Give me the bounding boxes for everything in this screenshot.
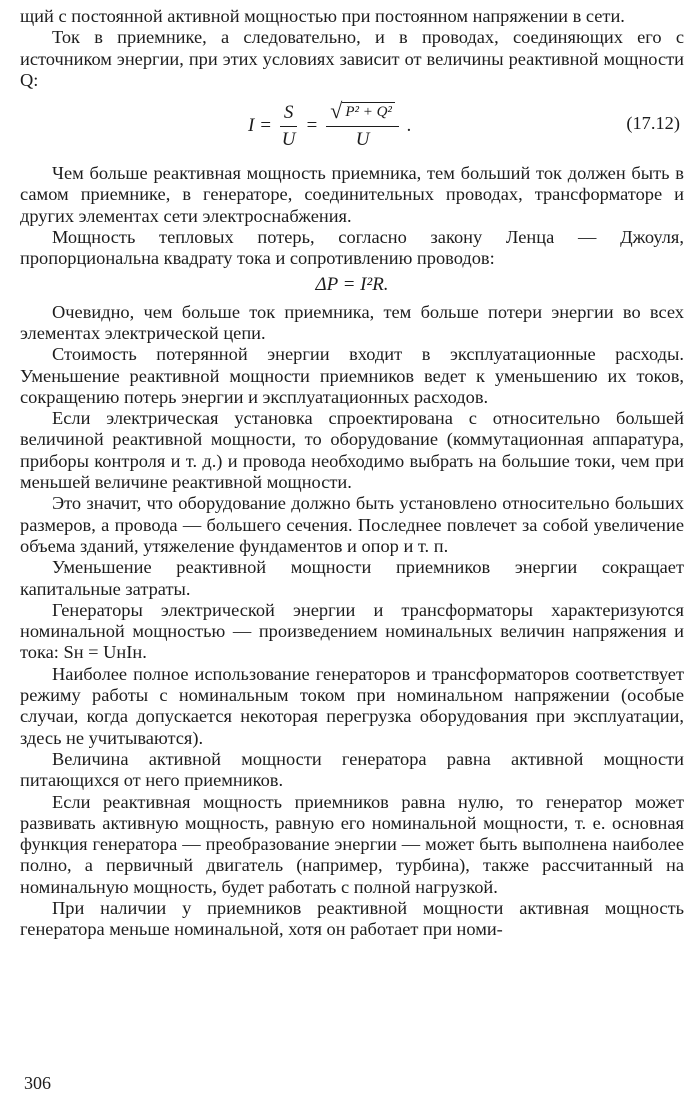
formula-current-expression bbox=[248, 98, 412, 151]
paragraph-0: щий с постоянной активной мощностью при постоянном напряжении в сети. bbox=[20, 6, 625, 26]
paragraph-1: Ток в приемнике, а следовательно, и в проводах, соединяющих его с источником энергии, при этих условиях зависит от величины реактивной мощности Q: bbox=[20, 27, 684, 90]
formula-equals: = bbox=[305, 115, 319, 137]
formula-lhs: I = bbox=[248, 115, 272, 137]
fraction-numerator: S bbox=[280, 102, 298, 127]
fraction-denominator: U bbox=[281, 128, 296, 150]
paragraph-3: Мощность тепловых потерь, согласно закону Ленца — Джоуля, пропорциональна квадрату тока и сопротивлению проводов: bbox=[20, 227, 684, 269]
formula-period: . bbox=[406, 115, 412, 137]
paragraph-11: Величина активной мощности генератора равна активной мощности питающихся от него приемников. bbox=[20, 748, 684, 791]
paragraph-4: Очевидно, чем больше ток приемника, тем больше потери энергии во всех элементах электрической цепи. bbox=[20, 301, 684, 343]
page-number: 306 bbox=[24, 1073, 51, 1093]
paragraph-10: Наиболее полное использование генераторов и трансформаторов соответствует режиму работы с номинальным током при номинальном напряжении (особые случаи, когда допускается некоторая перегрузка оборудования при эксплуатации, здесь не учитываются). bbox=[20, 663, 684, 748]
formula-power-loss: ΔP = I²R. bbox=[315, 273, 389, 295]
fraction-numerator-sqrt bbox=[326, 98, 399, 127]
radical-sign: √ bbox=[330, 98, 343, 124]
fraction-sqrt-over-u bbox=[326, 98, 399, 151]
fraction-s-over-u bbox=[280, 102, 298, 151]
paragraph-2: Чем больше реактивная мощность приемника, тем больший ток должен быть в самом приемнике, в генераторе, соединительных проводах, трансформаторе и других элементах сети электроснабжения. bbox=[20, 163, 684, 226]
paragraph-7: Это значит, что оборудование должно быть установлено относительно больших размеров, а провода — большего сечения. Последнее повлечет за собой увеличение объема зданий, утяжеление фундаментов и опор и т. п. bbox=[20, 493, 684, 556]
paragraph-6: Если электрическая установка спроектирована с относительно большей величиной реактивной мощности, то оборудование (коммутационная аппаратура, приборы контроля и т. д.) и провода необходимо выбрать на большие токи, чем при меньшей величине реактивной мощности. bbox=[20, 408, 684, 493]
radicand: P² + Q² bbox=[342, 102, 395, 121]
paragraph-13: При наличии у приемников реактивной мощности активная мощность генератора меньше номинальной, хотя он работает при номи- bbox=[20, 897, 684, 940]
square-root bbox=[330, 98, 395, 124]
formula-current bbox=[20, 97, 684, 159]
equation-number: (17.12) bbox=[626, 113, 680, 134]
paragraph-9: Генераторы электрической энергии и трансформаторы характеризуются номинальной мощностью — произведением номинальных величин напряжения и тока: Sн = UнIн. bbox=[20, 599, 684, 663]
fraction-denominator-2: U bbox=[355, 129, 370, 151]
paragraph-5: Стоимость потерянной энергии входит в эксплуатационные расходы. Уменьшение реактивной мощности приемников ведет к уменьшению их токов, сокращению потерь энергии и эксплуатационных расходов. bbox=[20, 344, 684, 407]
page-body bbox=[20, 6, 684, 941]
paragraph-12: Если реактивная мощность приемников равна нулю, то генератор может развивать активную мощность, равную его номинальной мощности, т. е. основная функция генератора — преобразование энергии — может быть выполнена наиболее полно, а первичный двигатель (например, турбина), также рассчитанный на номинальную мощность, будет работать с полной нагрузкой. bbox=[20, 791, 684, 897]
paragraph-8: Уменьшение реактивной мощности приемников энергии сокращает капитальные затраты. bbox=[20, 557, 684, 599]
